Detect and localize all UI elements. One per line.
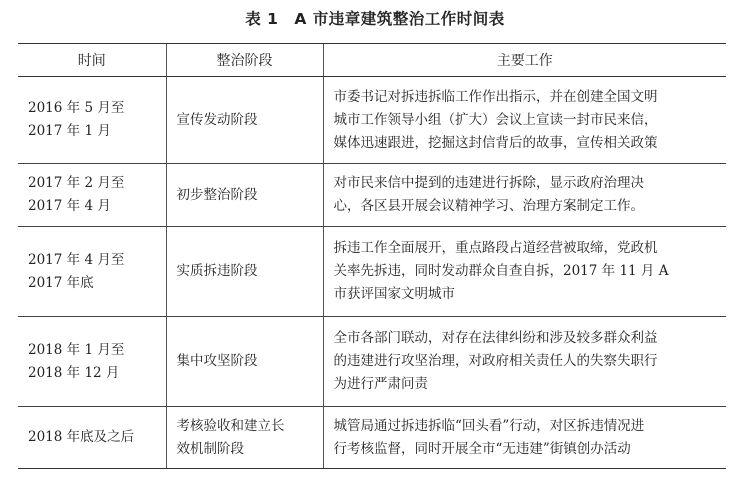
- cell-line: 行考核监督，同时开展全市“无违建”街镇创办活动: [333, 440, 631, 457]
- header-time: 时间: [18, 44, 166, 77]
- cell-line: 宣传发动阶段: [176, 111, 258, 128]
- cell-stage: [166, 164, 323, 227]
- cell-line: 集中攻坚阶段: [176, 353, 258, 369]
- cell-work: [323, 164, 726, 227]
- cell-line: 全市各部门联动，对存在法律纠纷和涉及较多群众利益: [333, 330, 658, 346]
- cell-line: 关率先拆违，同时发动群众自查自拆，2017 年 11 月 A: [333, 263, 669, 279]
- cell-time: [18, 77, 166, 164]
- table-row: [18, 407, 726, 469]
- table-row: [18, 227, 726, 317]
- cell-line: 2017 年底: [28, 274, 94, 291]
- cell-line: 为进行严肃问责: [333, 376, 428, 392]
- table-row: [18, 77, 726, 164]
- table-header-row: [18, 44, 726, 77]
- table-row: [18, 317, 726, 407]
- cell-stage: [166, 317, 323, 407]
- cell-time: [18, 164, 166, 227]
- cell-line: 的违建进行攻坚治理，对政府相关责任人的失察失职行: [333, 353, 658, 369]
- cell-stage: [166, 407, 323, 469]
- table-caption: 表 1 A 市违章建筑整治工作时间表: [245, 10, 505, 28]
- cell-line: 媒体迅速跟进，挖掘这封信背后的故事，宣传相关政策: [333, 134, 658, 151]
- header-work: 主要工作: [323, 44, 726, 77]
- cell-line: 2017 年 4 月: [28, 198, 111, 214]
- cell-line: 拆违工作全面展开，重点路段占道经营被取缔，党政机: [333, 240, 658, 256]
- header-stage: 整治阶段: [166, 44, 323, 77]
- cell-line: 2017 年 1 月: [28, 123, 111, 139]
- cell-line: 市获评国家文明城市: [333, 286, 455, 302]
- cell-line: 实质拆违阶段: [176, 263, 258, 279]
- cell-line: 初步整治阶段: [176, 186, 258, 203]
- cell-line: 2017 年 4 月至: [28, 251, 125, 268]
- cell-work: [323, 407, 726, 469]
- schedule-table: [18, 43, 726, 469]
- cell-stage: [166, 227, 323, 317]
- cell-line: 2018 年底及之后: [28, 429, 135, 445]
- cell-line: 2018 年 1 月至: [28, 341, 125, 358]
- cell-time: [18, 407, 166, 469]
- table-row: [18, 164, 726, 227]
- cell-line: 对市民来信中提到的违建进行拆除，显示政府治理决: [333, 175, 644, 191]
- cell-stage: [166, 77, 323, 164]
- cell-line: 2016 年 5 月至: [28, 100, 125, 116]
- cell-line: 2018 年 12 月: [28, 364, 120, 381]
- cell-work: [323, 227, 726, 317]
- cell-time: [18, 227, 166, 317]
- cell-line: 城市工作领导小组（扩大）会议上宣读一封市民来信，: [333, 111, 658, 128]
- cell-line: 市委书记对拆违拆临工作作出指示，并在创建全国文明: [333, 88, 658, 105]
- cell-line: 效机制阶段: [176, 440, 244, 457]
- cell-line: 2017 年 2 月至: [28, 175, 125, 191]
- cell-time: [18, 317, 166, 407]
- cell-work: [323, 317, 726, 407]
- cell-line: 心，各区县开展会议精神学习、治理方案制定工作。: [333, 198, 644, 214]
- cell-work: [323, 77, 726, 164]
- cell-line: 考核验收和建立长: [176, 417, 285, 434]
- cell-line: 城管局通过拆违拆临“回头看”行动，对区拆违情况进: [333, 417, 645, 434]
